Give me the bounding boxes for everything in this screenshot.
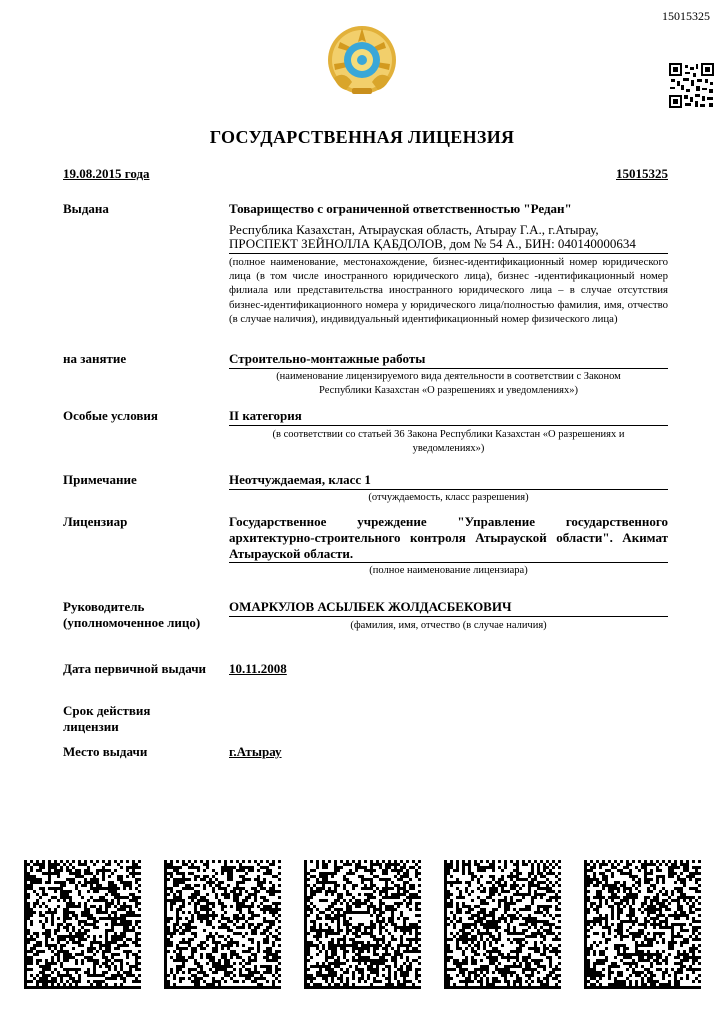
- issued-label: Выдана: [63, 201, 109, 216]
- issued-address-line1: Республика Казахстан, Атырауская область, Атырау Г.А., г.Атырау,: [229, 222, 599, 237]
- special-conditions-value: II категория: [229, 408, 668, 426]
- first-issue-label: Дата первичной выдачи: [63, 661, 207, 676]
- barcode-5: [584, 860, 701, 990]
- remark-label: Примечание: [63, 472, 137, 487]
- barcode-1: [24, 860, 141, 990]
- barcode-4: [444, 860, 561, 990]
- issued-note: (полное наименование, местонахождение, бизнес-идентификационный номер юридического лица (в том числе иностранного юридического лица), бизнес -идентификационный номер филиала или представительства иностранного юридического лица – в случае отсутствия бизнес-идентификационного номера у юридического лица/полностью фамилия, имя, отчество (в случае наличия), индивидуальный идентификационный номер физического лица): [229, 256, 668, 325]
- license-number: 15015325: [616, 166, 668, 181]
- activity-value: Строительно-монтажные работы: [229, 351, 668, 369]
- remark-value: Неотчуждаемая, класс 1: [229, 472, 668, 490]
- place-value: г.Атырау: [229, 744, 282, 759]
- licensor-label: Лицензиар: [63, 514, 128, 529]
- head-label-line2: (уполномоченное лицо): [63, 615, 201, 630]
- head-value: ОМАРКУЛОВ АСЫЛБЕК ЖОЛДАСБЕКОВИЧ: [229, 599, 668, 617]
- issued-name: Товарищество с ограниченной ответственностью "Редан": [229, 201, 572, 216]
- issue-date: 19.08.2015 года: [63, 166, 150, 181]
- place-label: Место выдачи: [63, 744, 148, 759]
- activity-label: на занятие: [63, 351, 127, 366]
- licensor-value: Государственное учреждение "Управление государственного архитектурно-строительного контроля Атырауской области". Акимат Атырауской области.: [229, 514, 668, 561]
- barcode-3: [304, 860, 421, 990]
- licensor-note: (полное наименование лицензиара): [369, 565, 528, 576]
- head-note: (фамилия, имя, отчество (в случае наличия): [350, 620, 547, 631]
- head-label-line1: Руководитель: [63, 599, 145, 614]
- qr-code-small: [669, 63, 714, 108]
- validity-label-line2: лицензии: [63, 719, 119, 734]
- special-conditions-note-line2: уведомлениях»): [412, 443, 485, 454]
- activity-note-line1: (наименование лицензируемого вида деятельности в соответствии с Законом: [276, 371, 621, 382]
- special-conditions-label: Особые условия: [63, 408, 158, 423]
- document-id-header: 15015325: [662, 9, 710, 23]
- special-conditions-note-line1: (в соответствии со статьей 36 Закона Республики Казахстан «О разрешениях и: [272, 429, 625, 440]
- activity-note-line2: Республики Казахстан «О разрешениях и уведомлениях»): [319, 385, 578, 396]
- issued-address-line2: ПРОСПЕКТ ЗЕЙНОЛЛА ҚАБДОЛОВ, дом № 54 А., БИН: 040140000634: [229, 236, 668, 254]
- first-issue-value: 10.11.2008: [229, 661, 287, 676]
- barcode-2: [164, 860, 281, 990]
- validity-label-line1: Срок действия: [63, 703, 151, 718]
- remark-note: (отчуждаемость, класс разрешения): [368, 492, 529, 503]
- barcode-row: [24, 860, 714, 990]
- document-title: ГОСУДАРСТВЕННАЯ ЛИЦЕНЗИЯ: [209, 127, 515, 147]
- state-emblem: [326, 20, 398, 96]
